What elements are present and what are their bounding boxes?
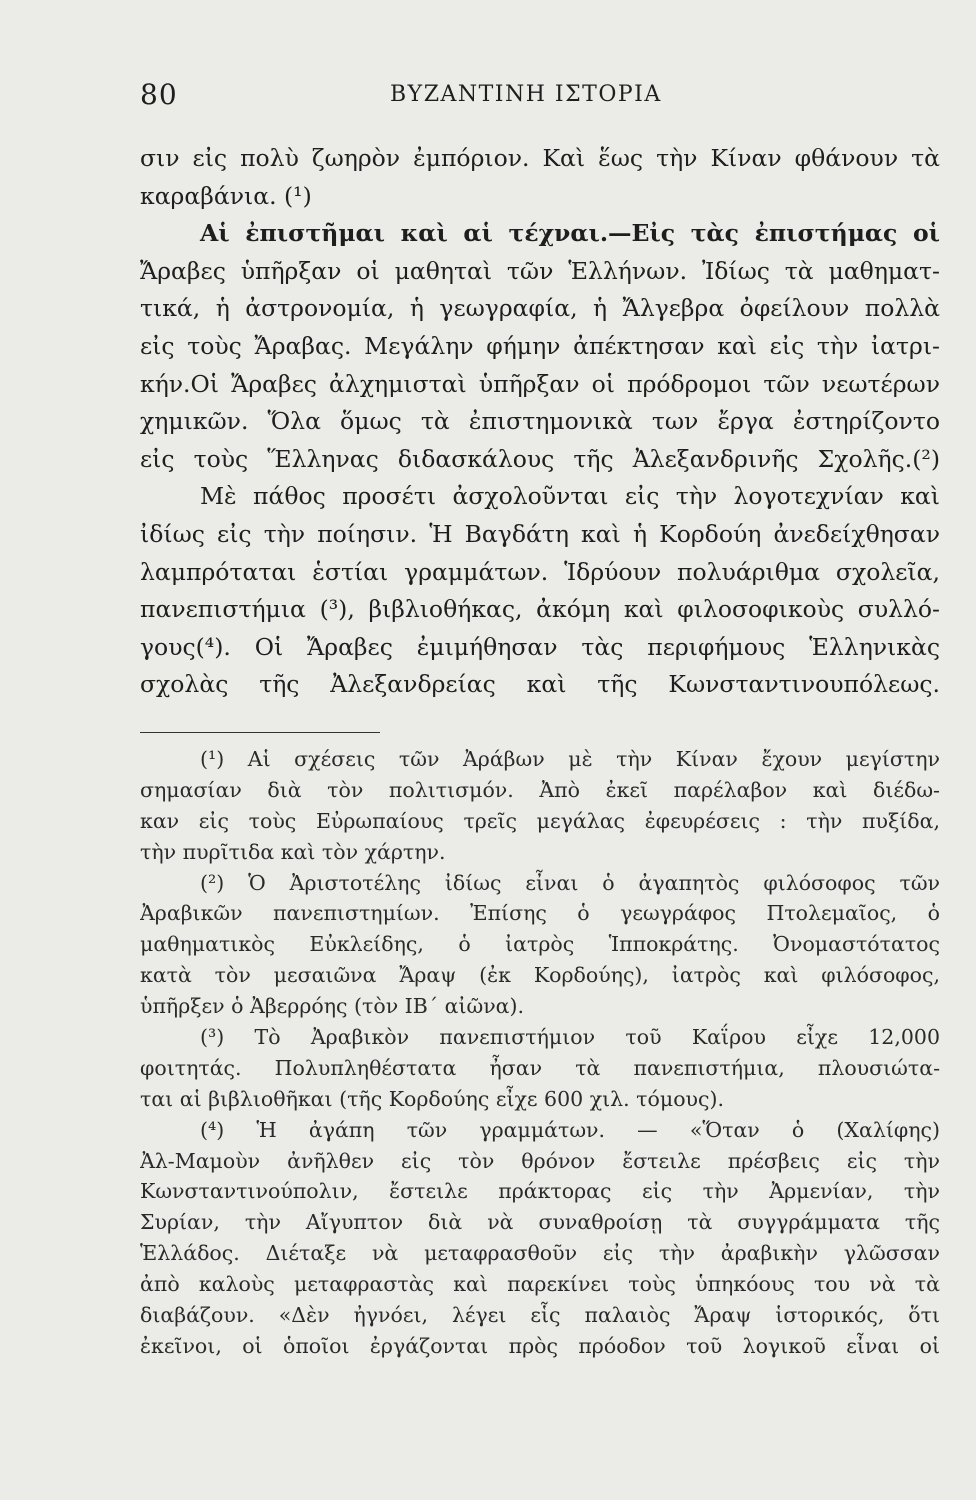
body-line: ἰδίως εἰς τὴν ποίησιν. Ἡ Βαγδάτη καὶ ἡ Κορδούη ἀνεδείχθησαν	[140, 519, 940, 548]
footnote-line: διαβάζουν. «Δὲν ἠγνόει, λέγει εἷς παλαιὸς Ἄραψ ἱστορικός, ὅτι	[140, 1303, 940, 1328]
body-line: λαμπρόταται ἑστίαι γραμμάτων. Ἱδρύουν πολυάριθμα σχολεῖα,	[140, 557, 940, 586]
body-line: σιν εἰς πολὺ ζωηρὸν ἐμπόριον. Καὶ ἕως τὴν Κίναν φθάνουν τὰ	[140, 144, 940, 172]
page-number: 80	[140, 78, 178, 111]
footnote-line: (¹) Αἱ σχέσεις τῶν Ἀράβων μὲ τὴν Κίναν ἔχουν μεγίστην	[200, 747, 940, 771]
running-head: ΒΥΖΑΝΤΙΝΗ ΙΣΤΟΡΙΑ	[390, 82, 662, 107]
footnote-line: Ἑλλάδος. Διέταξε νὰ μεταφρασθοῦν εἰς τὴν ἀραβικὴν γλῶσσαν	[140, 1241, 940, 1266]
footnote-line: (³) Τὸ Ἀραβικὸν πανεπιστήμιον τοῦ Καΐρου εἶχε 12,000	[200, 1025, 940, 1050]
footnote-line: κατὰ τὸν μεσαιῶνα Ἄραψ (ἐκ Κορδούης), ἰατρὸς καὶ φιλόσοφος,	[140, 963, 940, 988]
footnote-line: ὑπῆρξεν ὁ Ἀβερρόης (τὸν ΙΒ΄ αἰῶνα).	[140, 994, 525, 1019]
footnote-line: (²) Ὁ Ἀριστοτέλης ἰδίως εἶναι ὁ ἀγαπητὸς φιλόσοφος τῶν	[200, 870, 940, 895]
body-line: πανεπιστήμια (³), βιβλιοθήκας, ἀκόμη καὶ φιλοσοφικοὺς συλλό-	[140, 595, 940, 624]
body-line: χημικῶν. Ὅλα ὅμως τὰ ἐπιστημονικὰ των ἔργα ἐστηρίζοντο	[140, 407, 940, 436]
page-header	[140, 78, 940, 118]
section-heading-line: Αἱ ἐπιστῆμαι καὶ αἱ τέχναι.—Εἰς τὰς ἐπιστήμας οἱ	[200, 219, 940, 248]
footnote-divider	[140, 732, 380, 733]
body-line: Μὲ πάθος προσέτι ἀσχολοῦνται εἰς τὴν λογοτεχνίαν καὶ	[200, 482, 940, 511]
footnote-line: ται αἱ βιβλιοθῆκαι (τῆς Κορδούης εἶχε 600 χιλ. τόμους).	[140, 1086, 724, 1111]
body-line: εἰς τοὺς Ἄραβας. Μεγάλην φήμην ἀπέκτησαν καὶ εἰς τὴν ἰατρι-	[140, 331, 940, 360]
footnote-line: Κωνσταντινούπολιν, ἔστειλε πράκτορας εἰς τὴν Ἀρμενίαν, τὴν	[140, 1179, 940, 1204]
footnote-line: τὴν πυρῖτιδα καὶ τὸν χάρτην.	[140, 839, 446, 864]
footnote-line: καν εἰς τοὺς Εὐρωπαίους τρεῖς μεγάλας ἐφευρέσεις : τὴν πυξίδα,	[140, 808, 940, 833]
body-text	[140, 140, 940, 704]
footnote-line: φοιτητάς. Πολυπληθέστατα ἦσαν τὰ πανεπιστήμια, πλουσιώτα-	[140, 1055, 940, 1080]
body-line: καραβάνια. (¹)	[140, 181, 312, 210]
body-line: εἰς τοὺς Ἕλληνας διδασκάλους τῆς Ἀλεξανδρινῆς Σχολῆς.(²)	[140, 444, 940, 473]
footnote-line: Συρίαν, τὴν Αἴγυπτον διὰ νὰ συναθροίσῃ τὰ συγγράμματα τῆς	[140, 1210, 940, 1235]
body-line: κήν.Οἱ Ἄραβες ἀλχημισταὶ ὑπῆρξαν οἱ πρόδρομοι τῶν νεωτέρων	[140, 369, 940, 398]
footnote-line: ἀπὸ καλοὺς μεταφραστὰς καὶ παρεκίνει τοὺς ὑπηκόους του νὰ τὰ	[140, 1272, 940, 1297]
footnote-line: ἐκεῖνοι, οἱ ὁποῖοι ἐργάζονται πρὸς πρόοδον τοῦ λογικοῦ εἶναι οἱ	[140, 1333, 940, 1358]
footnote-line: μαθηματικὸς Εὐκλείδης, ὁ ἰατρὸς Ἱπποκράτης. Ὀνομαστότατος	[140, 932, 940, 957]
body-line: τικά, ἡ ἀστρονομία, ἡ γεωγραφία, ἡ Ἄλγεβρα ὀφείλουν πολλὰ	[140, 294, 940, 323]
body-line: Ἄραβες ὑπῆρξαν οἱ μαθηταὶ τῶν Ἑλλήνων. Ἰδίως τὰ μαθηματ-	[140, 256, 940, 285]
body-line: σχολὰς τῆς Ἀλεξανδρείας καὶ τῆς Κωνσταντινουπόλεως.	[140, 670, 940, 699]
footnotes	[140, 744, 940, 1362]
footnote-line: (⁴) Ἡ ἀγάπη τῶν γραμμάτων. — «Ὅταν ὁ (Χαλίφης)	[200, 1117, 940, 1142]
footnote-line: Ἀραβικῶν πανεπιστημίων. Ἐπίσης ὁ γεωγράφος Πτολεμαῖος, ὁ	[140, 901, 940, 926]
footnote-line: σημασίαν διὰ τὸν πολιτισμόν. Ἀπὸ ἐκεῖ παρέλαβον καὶ διέδω-	[140, 777, 940, 802]
footnote-line: Ἀλ-Μαμοὺν ἀνῆλθεν εἰς τὸν θρόνον ἔστειλε πρέσβεις εἰς τὴν	[140, 1148, 940, 1173]
body-line: γους(⁴). Οἱ Ἄραβες ἐμιμήθησαν τὰς περιφήμους Ἑλληνικὰς	[140, 632, 940, 661]
